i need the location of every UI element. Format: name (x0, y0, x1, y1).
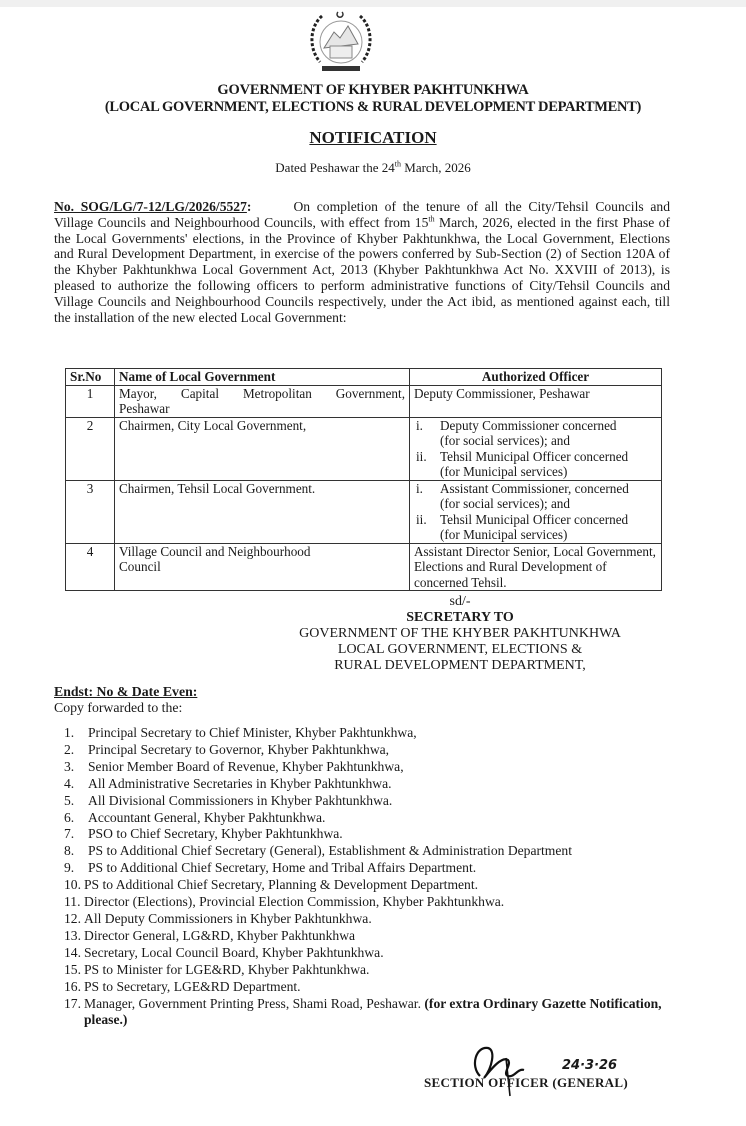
notification-body: No. SOG/LG/7-12/LG/2026/5527: On completion of the tenure of all the City/Tehsil Councils and Village Councils and Neighbourhood Councils, with effect from 15th March, 2026, elected in the first Phase of the Local Governments' elections, in the Province of Khyber Pakhtunkhwa, the Local Government, Elections and Rural Development Department, in exercise of the powers conferred by Sub-Section (2) of Section 120A of the Khyber Pakhtunkhwa Local Government Act, 2013 (Khyber Pakhtunkhwa Act No. XXVIII of 2013), is pleased to authorize the following officers to perform administrative functions of City/Tehsil Councils and Village Councils and Neighbourhood Councils respectively, under the Act ibid, as mentioned against each, till the installation of the new elected Local Government: (54, 199, 671, 325)
list-item: 5. All Divisional Commissioners in Khyber Pakhtunkhwa. (64, 792, 393, 808)
list-item: 17. Manager, Government Printing Press, Shami Road, Peshawar. (for extra Ordinary Gazette Notification, please.) (64, 995, 662, 1028)
emblem-icon (300, 6, 382, 76)
government-heading: GOVERNMENT OF KHYBER PAKHTUNKHWA (217, 82, 529, 98)
list-item: 6. Accountant General, Khyber Pakhtunkhwa. (64, 809, 326, 825)
table-row: 4 Village Council and Neighbourhood Council Assistant Director Senior, Local Government, Elections and Rural Development of concerned Tehsil. (66, 543, 662, 591)
notification-title: NOTIFICATION (309, 128, 437, 147)
list-item: 12. All Deputy Commissioners in Khyber Pakhtunkhwa. (64, 910, 372, 926)
header-authorized-officer: Authorized Officer (410, 369, 662, 386)
list-item: 14. Secretary, Local Council Board, Khyber Pakhtunkhwa. (64, 944, 384, 960)
department-heading: (LOCAL GOVERNMENT, ELECTIONS & RURAL DEVELOPMENT DEPARTMENT) (104, 99, 642, 115)
list-item: 1. Principal Secretary to Chief Minister, Khyber Pakhtunkhwa, (64, 725, 417, 740)
list-item: 15. PS to Minister for LGE&RD, Khyber Pakhtunkhwa. (64, 961, 370, 977)
list-item: 9. PS to Additional Chief Secretary, Home and Tribal Affairs Department. (64, 860, 477, 876)
table-row: 3 Chairmen, Tehsil Local Government. i. Assistant Commissioner, concerned (for social services); and ii. Tehsil Municipal Officer concerned (for Municipal services) (66, 480, 662, 543)
list-item: 8. PS to Additional Chief Secretary (General), Establishment & Administration Department (64, 843, 572, 859)
signature-date: 24·3·26 (562, 1058, 618, 1073)
table-row: 2 Chairmen, City Local Government, i. Deputy Commissioner concerned (for social services); and ii. Tehsil Municipal Officer concerned (for Municipal services) (66, 417, 662, 480)
list-item: 16. PS to Secretary, LGE&RD Department. (64, 978, 301, 994)
endorsement-title: Endst: No & Date Even: (54, 684, 198, 699)
section-officer-designation: SECTION OFFICER (GENERAL) (424, 1075, 628, 1090)
table-header-row (66, 369, 662, 386)
list-item: 2. Principal Secretary to Governor, Khyber Pakhtunkhwa, (64, 741, 390, 757)
list-item: 10. PS to Additional Chief Secretary, Planning & Development Department. (64, 877, 479, 893)
list-item: 13. Director General, LG&RD, Khyber Pakhtunkhwa (64, 927, 356, 943)
header-srno: Sr.No (66, 369, 115, 386)
copy-forwarded-intro: Copy forwarded to the: (54, 700, 183, 715)
officer-list: i. Assistant Commissioner, concerned (for social services); and ii. Tehsil Municipal Officer concerned (for Municipal services) (416, 480, 629, 542)
list-item: 11. Director (Elections), Provincial Election Commission, Khyber Pakhtunkhwa. (64, 894, 505, 910)
list-item: 7. PSO to Chief Secretary, Khyber Pakhtunkhwa. (64, 826, 343, 842)
reference-number: No. SOG/LG/7-12/LG/2026/5527 (54, 199, 247, 214)
officer-list: i. Deputy Commissioner concerned (for social services); and ii. Tehsil Municipal Officer concerned (for Municipal services) (416, 417, 629, 479)
header-local-government: Name of Local Government (115, 369, 410, 386)
signature-block: sd/- SECRETARY TO GOVERNMENT OF THE KHYBER PAKHTUNKHWA LOCAL GOVERNMENT, ELECTIONS & RURAL DEVELOPMENT DEPARTMENT, (299, 594, 621, 673)
dated-line: Dated Peshawar the 24th March, 2026 (275, 159, 471, 175)
list-item: 4. All Administrative Secretaries in Khyber Pakhtunkhwa. (64, 775, 392, 791)
authorized-officers-table (65, 368, 662, 591)
recipient-list (64, 725, 684, 1029)
table-row: 1 Mayor, Capital Metropolitan Government, Peshawar Deputy Commissioner, Peshawar (66, 385, 662, 417)
list-item: 3. Senior Member Board of Revenue, Khyber Pakhtunkhwa, (64, 758, 404, 774)
